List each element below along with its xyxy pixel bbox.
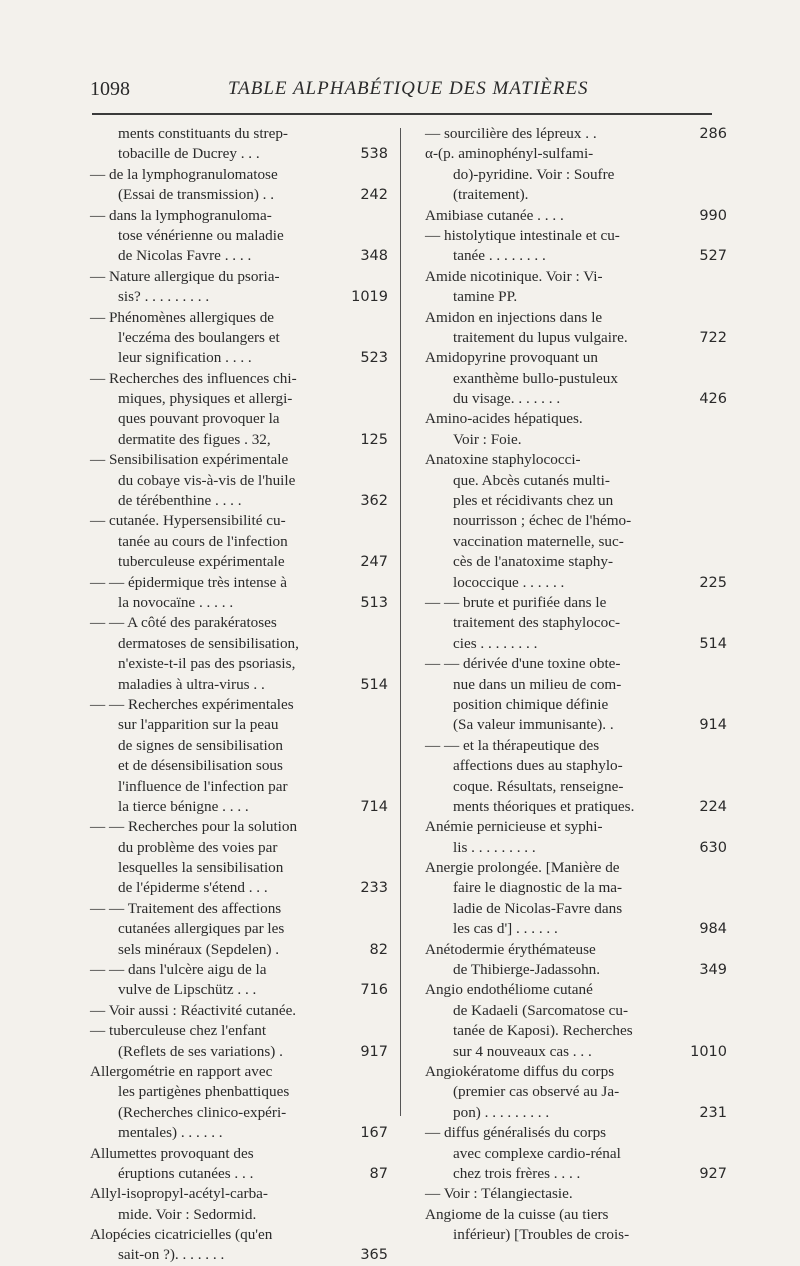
entry-text: — — épidermique très intense à <box>90 573 287 591</box>
index-entry-line <box>90 267 376 287</box>
index-entry-line <box>90 165 376 185</box>
entry-text: tuberculeuse expérimentale <box>118 553 285 571</box>
index-entry-line <box>425 124 727 144</box>
entry-text: de térébenthine . . . . <box>118 492 242 510</box>
entry-text: chez trois frères . . . . <box>453 1164 581 1182</box>
entry-text: coque. Résultats, renseigne- <box>453 777 624 795</box>
entry-text: Allergométrie en rapport avec <box>90 1062 273 1080</box>
entry-text: de Nicolas Favre . . . . <box>118 247 252 265</box>
index-entry-line <box>425 1144 715 1164</box>
page-reference: 242 <box>360 187 388 204</box>
index-entry-line <box>90 858 376 878</box>
index-entry-line <box>425 1184 715 1204</box>
entry-text: du problème des voies par <box>118 838 278 856</box>
page-reference: 348 <box>360 248 388 265</box>
page-reference: 527 <box>699 248 727 265</box>
index-entry-line <box>90 1001 376 1021</box>
entry-text: l'eczéma des boulangers et <box>118 328 280 346</box>
index-entry-line <box>425 634 727 654</box>
index-entry-line <box>90 369 376 389</box>
entry-text: les partigènes phenbattiques <box>118 1083 290 1101</box>
entry-text: Alopécies cicatricielles (qu'en <box>90 1226 273 1244</box>
index-entry-line <box>425 797 727 817</box>
index-entry-line <box>90 532 376 552</box>
column-divider <box>400 128 401 1116</box>
entry-text: — cutanée. Hypersensibilité cu- <box>90 512 286 530</box>
entry-text: — Phénomènes allergiques de <box>90 308 275 326</box>
left-column <box>90 124 388 1266</box>
index-entry-line <box>90 634 376 654</box>
index-entry-line <box>90 1225 376 1245</box>
index-entry-line <box>425 1205 715 1225</box>
index-entry-line <box>425 960 727 980</box>
index-entry-line <box>90 287 388 307</box>
page-reference: 1019 <box>351 289 388 306</box>
index-entry-line <box>90 1042 388 1062</box>
index-entry-line <box>90 511 376 531</box>
entry-text: — — brute et purifiée dans le <box>425 593 607 611</box>
entry-text: mide. Voir : Sedormid. <box>118 1205 257 1223</box>
entry-text: α-(p. aminophényl-sulfami- <box>425 145 594 163</box>
index-entry-line <box>425 1042 727 1062</box>
index-entry-line <box>425 695 715 715</box>
index-entry-line <box>425 1082 715 1102</box>
index-entry-line <box>425 1062 715 1082</box>
entry-text: inférieur) [Troubles de crois- <box>453 1226 630 1244</box>
entry-text: éruptions cutanées . . . <box>118 1164 254 1182</box>
index-entry-line <box>90 593 388 613</box>
index-entry-line <box>425 308 715 328</box>
entry-text: Angio endothéliome cutané <box>425 981 593 999</box>
index-entry-line <box>90 226 376 246</box>
page-reference: 225 <box>699 574 727 591</box>
entry-text: Allyl-isopropyl-acétyl-carba- <box>90 1185 268 1203</box>
entry-text: mentales) . . . . . . <box>118 1124 223 1142</box>
page-reference: 917 <box>360 1043 388 1060</box>
page-reference: 514 <box>360 676 388 693</box>
entry-text: que. Abcès cutanés multi- <box>453 471 610 489</box>
index-entry-line <box>90 1205 376 1225</box>
entry-text: nourrisson ; échec de l'hémo- <box>453 512 632 530</box>
index-entry-line <box>90 777 376 797</box>
entry-text: de l'épiderme s'étend . . . <box>118 879 268 897</box>
entry-text: — Nature allergique du psoria- <box>90 267 280 285</box>
entry-text: dermatite des figues . 32, <box>118 430 271 448</box>
index-entry-line <box>425 1225 715 1245</box>
header-rule <box>92 113 712 115</box>
index-entry-line <box>425 287 715 307</box>
entry-text: les cas d'] . . . . . . <box>453 920 558 938</box>
index-entry-line <box>90 756 376 776</box>
entry-text: Angiokératome diffus du corps <box>425 1062 615 1080</box>
index-entry-line <box>425 185 715 205</box>
index-entry-line <box>90 471 376 491</box>
entry-text: miques, physiques et allergi- <box>118 390 293 408</box>
running-title: TABLE ALPHABÉTIQUE DES MATIÈRES <box>228 78 589 99</box>
entry-text: du cobaye vis-à-vis de l'huile <box>118 471 296 489</box>
entry-text: cutanées allergiques par les <box>118 920 285 938</box>
index-entry-line <box>90 613 376 633</box>
entry-text: — sourcilière des lépreux . . <box>425 125 597 142</box>
index-entry-line <box>90 715 376 735</box>
index-entry-line <box>425 1164 727 1184</box>
entry-text: — dans la lymphogranuloma- <box>90 206 272 224</box>
entry-text: traitement du lupus vulgaire. <box>453 328 628 346</box>
index-entry-line <box>425 858 715 878</box>
index-entry-line <box>90 1123 388 1143</box>
index-entry-line <box>425 838 727 858</box>
entry-text: tanée de Kaposi). Recherches <box>453 1022 633 1040</box>
index-entry-line <box>90 654 376 674</box>
entry-text: (Recherches clinico-expéri- <box>118 1103 287 1121</box>
index-entry-line <box>90 1103 376 1123</box>
entry-text: et de désensibilisation sous <box>118 757 283 775</box>
entry-text: cès de l'anatoxime staphy- <box>453 553 614 571</box>
index-entry-line <box>425 532 715 552</box>
entry-text: lococcique . . . . . . <box>453 573 565 591</box>
index-entry-line <box>90 1021 376 1041</box>
entry-text: — histolytique intestinale et cu- <box>425 226 620 244</box>
entry-text: — — Traitement des affections <box>90 899 282 917</box>
page-reference: 87 <box>369 1165 388 1182</box>
index-entry-line <box>90 185 388 205</box>
index-entry-line <box>425 450 715 470</box>
entry-text: exanthème bullo-pustuleux <box>453 369 618 387</box>
index-entry-line <box>425 756 715 776</box>
index-entry-line <box>90 1245 388 1265</box>
page-number: 1098 <box>90 78 130 100</box>
entry-text: leur signification . . . . <box>118 349 252 367</box>
index-entry-line <box>425 593 715 613</box>
index-entry-line <box>90 409 376 429</box>
index-entry-line <box>425 1021 715 1041</box>
entry-text: ples et récidivants chez un <box>453 492 614 510</box>
page-reference: 247 <box>360 554 388 571</box>
entry-text: l'influence de l'infection par <box>118 777 288 795</box>
entry-text: lis . . . . . . . . . <box>453 838 536 856</box>
entry-text: Amide nicotinique. Voir : Vi- <box>425 267 603 285</box>
index-entry-line <box>90 1164 388 1184</box>
page-reference: 914 <box>699 717 727 734</box>
entry-text: sur l'apparition sur la peau <box>118 716 279 734</box>
index-entry-line <box>90 1144 376 1164</box>
index-entry-line <box>425 552 715 572</box>
page-reference: 426 <box>699 391 727 408</box>
entry-text: — — Recherches pour la solution <box>90 818 298 836</box>
entry-text: — — et la thérapeutique des <box>425 736 600 754</box>
entry-text: Angiome de la cuisse (au tiers <box>425 1205 609 1223</box>
index-entry-line <box>425 817 715 837</box>
page-reference: 233 <box>360 880 388 897</box>
page-reference: 125 <box>360 431 388 448</box>
index-entry-line <box>90 389 376 409</box>
page-reference: 231 <box>699 1104 727 1121</box>
entry-text: faire le diagnostic de la ma- <box>453 879 623 897</box>
entry-text: — Voir : Télangiectasie. <box>425 1185 573 1203</box>
index-entry-line <box>90 960 376 980</box>
index-entry-line <box>425 246 727 266</box>
index-entry-line <box>90 573 376 593</box>
entry-text: position chimique définie <box>453 695 609 713</box>
entry-text: — Voir aussi : Réactivité cutanée. <box>90 1001 297 1019</box>
entry-text: Amidon en injections dans le <box>425 308 603 326</box>
entry-text: Voir : Foie. <box>453 430 522 448</box>
entry-text: de signes de sensibilisation <box>118 736 283 754</box>
entry-text: (Sa valeur immunisante). . <box>453 716 614 734</box>
entry-text: — — dérivée d'une toxine obte- <box>425 655 621 673</box>
index-entry-line <box>90 899 376 919</box>
entry-text: ques pouvant provoquer la <box>118 410 280 428</box>
page-reference: 984 <box>699 921 727 938</box>
entry-text: sels minéraux (Sepdelen) . <box>118 940 280 958</box>
index-entry-line <box>425 573 727 593</box>
index-entry-line <box>90 817 376 837</box>
index-entry-line <box>425 715 727 735</box>
entry-text: tanée . . . . . . . . <box>453 247 546 265</box>
index-entry-line <box>425 430 715 450</box>
index-entry-line <box>90 675 388 695</box>
entry-text: tanée au cours de l'infection <box>118 532 288 550</box>
entry-text: tose vénérienne ou maladie <box>118 226 284 244</box>
index-entry-line <box>90 144 388 164</box>
entry-text: — Sensibilisation expérimentale <box>90 451 289 469</box>
entry-text: (Essai de transmission) . . <box>118 186 275 204</box>
entry-text: la tierce bénigne . . . . <box>118 797 249 815</box>
index-entry-line <box>90 206 376 226</box>
index-entry-line <box>425 369 715 389</box>
index-entry-line <box>425 206 727 226</box>
page-reference: 224 <box>699 798 727 815</box>
index-entry-line <box>425 1123 715 1143</box>
entry-text: du visage. . . . . . . <box>453 390 561 408</box>
entry-text: vaccination maternelle, suc- <box>453 532 624 550</box>
index-entry-line <box>90 328 376 348</box>
index-entry-line <box>90 1062 376 1082</box>
index-entry-line <box>90 430 388 450</box>
index-entry-line <box>425 144 715 164</box>
index-entry-line <box>425 654 715 674</box>
page-reference: 286 <box>699 126 727 142</box>
index-entry-line <box>90 878 388 898</box>
index-entry-line <box>90 552 388 572</box>
page-header <box>90 78 710 104</box>
index-entry-line <box>90 940 388 960</box>
entry-text: ladie de Nicolas-Favre dans <box>453 899 623 917</box>
entry-text: Anémie pernicieuse et syphi- <box>425 818 603 836</box>
entry-text: ments constituants du strep- <box>118 125 288 142</box>
index-entry-line <box>425 226 715 246</box>
index-entry-line <box>90 695 376 715</box>
page-reference: 990 <box>699 207 727 224</box>
entry-text: ments théoriques et pratiques. <box>453 797 635 815</box>
entry-text: — — A côté des parakératoses <box>90 614 277 632</box>
index-entry-line <box>425 1001 715 1021</box>
entry-text: — diffus généralisés du corps <box>425 1124 607 1142</box>
entry-text: Amibiase cutanée . . . . <box>425 206 564 224</box>
index-entry-line <box>90 838 376 858</box>
entry-text: maladies à ultra-virus . . <box>118 675 265 693</box>
entry-text: tobacille de Ducrey . . . <box>118 145 260 163</box>
entry-text: lesquelles la sensibilisation <box>118 859 284 877</box>
entry-text: — tuberculeuse chez l'enfant <box>90 1022 267 1040</box>
entry-text: sis? . . . . . . . . . <box>118 288 210 306</box>
index-entry-line <box>425 409 715 429</box>
entry-text: n'existe-t-il pas des psoriasis, <box>118 655 296 673</box>
index-entry-line <box>90 736 376 756</box>
entry-text: Amidopyrine provoquant un <box>425 349 598 367</box>
entry-text: nue dans un milieu de com- <box>453 675 622 693</box>
entry-text: (Reflets de ses variations) . <box>118 1042 283 1060</box>
index-entry-line <box>90 246 388 266</box>
index-entry-line <box>425 491 715 511</box>
index-entry-line <box>425 777 715 797</box>
entry-text: de Kadaeli (Sarcomatose cu- <box>453 1001 628 1019</box>
index-entry-line <box>425 878 715 898</box>
index-entry-line <box>425 1103 727 1123</box>
right-column <box>425 124 727 1245</box>
entry-text: de Thibierge-Jadassohn. <box>453 961 601 979</box>
page-reference: 722 <box>699 329 727 346</box>
entry-text: Amino-acides hépatiques. <box>425 410 583 428</box>
page-reference: 927 <box>699 1165 727 1182</box>
index-entry-line <box>425 165 715 185</box>
entry-text: (traitement). <box>453 186 529 204</box>
index-entry-line <box>425 899 715 919</box>
entry-text: cies . . . . . . . . <box>453 634 538 652</box>
index-entry-line <box>425 675 715 695</box>
index-entry-line <box>90 491 388 511</box>
index-entry-line <box>90 348 388 368</box>
page-reference: 538 <box>360 146 388 163</box>
entry-text: (premier cas observé au Ja- <box>453 1083 620 1101</box>
entry-text: affections dues au staphylo- <box>453 757 623 775</box>
index-entry-line <box>425 980 715 1000</box>
entry-text: Anétodermie érythémateuse <box>425 940 596 958</box>
page-reference: 523 <box>360 350 388 367</box>
entry-text: — Recherches des influences chi- <box>90 369 297 387</box>
index-entry-line <box>90 1082 376 1102</box>
index-entry-line <box>425 471 715 491</box>
page-reference: 362 <box>360 493 388 510</box>
page-reference: 716 <box>360 982 388 999</box>
entry-text: — — dans l'ulcère aigu de la <box>90 961 267 979</box>
entry-text: — de la lymphogranulomatose <box>90 165 278 183</box>
entry-text: avec complexe cardio-rénal <box>453 1144 621 1162</box>
page-reference: 349 <box>699 962 727 979</box>
index-entry-line <box>90 124 376 144</box>
entry-text: traitement des staphylococ- <box>453 614 621 632</box>
entry-text: do)-pyridine. Voir : Soufre <box>453 165 615 183</box>
index-entry-line <box>425 389 727 409</box>
page-reference: 82 <box>369 941 388 958</box>
page-reference: 365 <box>360 1247 388 1264</box>
entry-text: la novocaïne . . . . . <box>118 593 234 611</box>
page-reference: 514 <box>699 635 727 652</box>
index-entry-line <box>425 511 715 531</box>
index-entry-line <box>425 736 715 756</box>
index-entry-line <box>425 919 727 939</box>
entry-text: Anatoxine staphylococci- <box>425 451 581 469</box>
entry-text: sait-on ?). . . . . . . <box>118 1246 225 1264</box>
entry-text: dermatoses de sensibilisation, <box>118 634 299 652</box>
page-reference: 714 <box>360 798 388 815</box>
index-entry-line <box>90 1184 376 1204</box>
index-entry-line <box>425 940 715 960</box>
entry-text: Allumettes provoquant des <box>90 1144 254 1162</box>
index-entry-line <box>90 797 388 817</box>
entry-text: Anergie prolongée. [Manière de <box>425 859 620 877</box>
index-entry-line <box>425 328 727 348</box>
entry-text: tamine PP. <box>453 288 518 306</box>
index-entry-line <box>90 980 388 1000</box>
entry-text: pon) . . . . . . . . . <box>453 1103 550 1121</box>
entry-text: — — Recherches expérimentales <box>90 695 294 713</box>
index-entry-line <box>425 267 715 287</box>
index-entry-line <box>425 613 715 633</box>
entry-text: sur 4 nouveaux cas . . . <box>453 1042 592 1060</box>
page-reference: 167 <box>360 1125 388 1142</box>
index-entry-line <box>425 348 715 368</box>
page-reference: 630 <box>699 839 727 856</box>
page-reference: 513 <box>360 594 388 611</box>
index-entry-line <box>90 919 376 939</box>
entry-text: vulve de Lipschütz . . . <box>118 981 257 999</box>
index-entry-line <box>90 308 376 328</box>
index-entry-line <box>90 450 376 470</box>
page-reference: 1010 <box>690 1043 727 1060</box>
